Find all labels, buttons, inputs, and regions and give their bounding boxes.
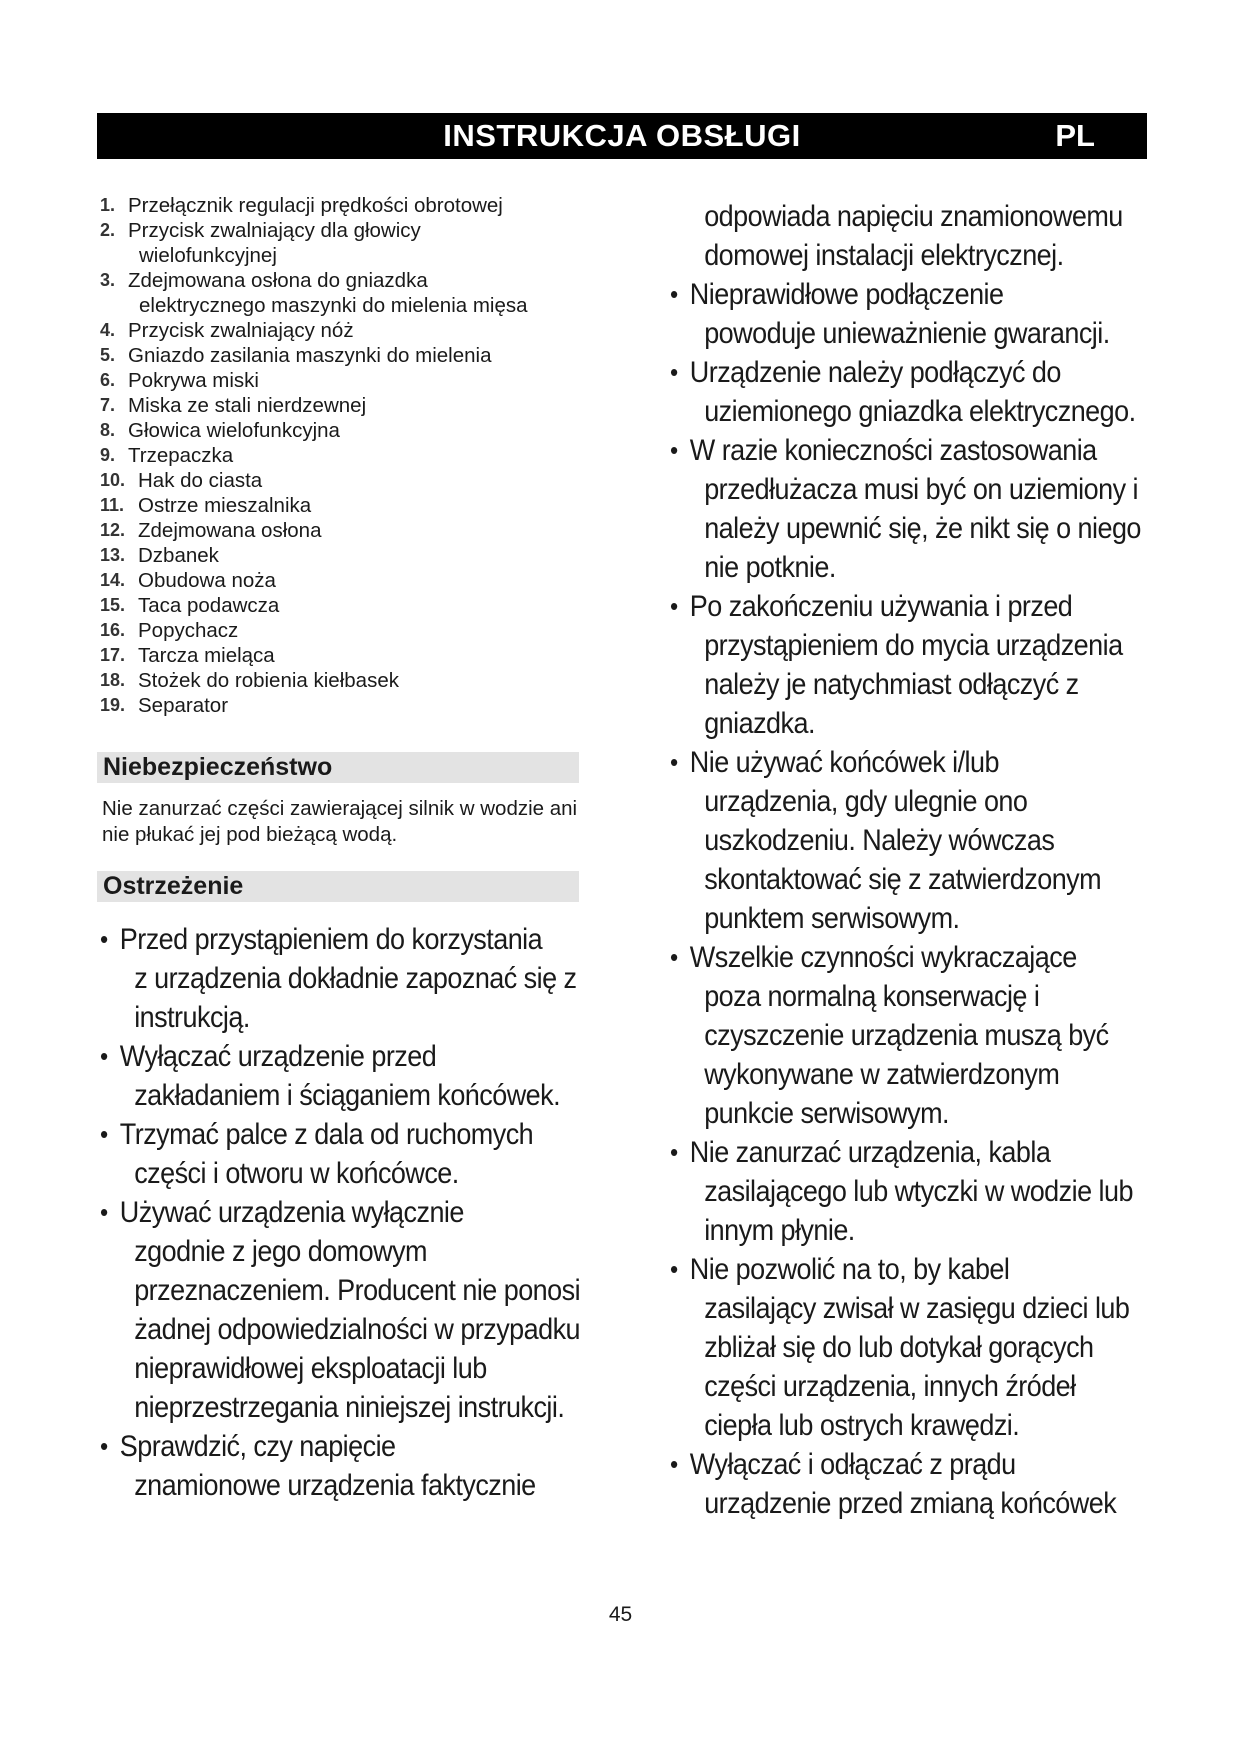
warning-item-continuation: zgodnie z jego domowym przeznaczeniem. Producent nie ponosi żadnej odpowiedzialności w przypadku nieprawidłowej eksploatacji lub nieprzestrzegania niniejszej instrukcji. [134, 1235, 581, 1424]
warning-item-continuation: uziemionego gniazdka elektrycznego. [704, 395, 1136, 428]
part-label [128, 418, 580, 443]
warning-item-text: • W razie konieczności zastosowania [689, 434, 1097, 467]
warning-item [670, 1250, 1147, 1445]
part-label [128, 318, 580, 343]
part-item [100, 543, 580, 568]
part-item [100, 268, 580, 318]
warning-item-text: • Przed przystąpieniem do korzystania [119, 923, 543, 956]
part-item [100, 468, 580, 493]
part-number: 18. [100, 670, 126, 690]
part-number: 17. [100, 645, 126, 665]
part-number: 4. [100, 320, 116, 340]
part-label [128, 393, 580, 418]
part-label [128, 368, 580, 393]
warning-item-text: • Wyłączać i odłączać z prądu [689, 1448, 1016, 1481]
part-label-text: Separator [138, 694, 229, 717]
part-label [128, 218, 580, 268]
part-item [100, 518, 580, 543]
warning-item [670, 431, 1147, 587]
warning-item [100, 1037, 586, 1115]
part-label [138, 568, 580, 593]
part-label-text: Ostrze mieszalnika [138, 494, 312, 517]
part-label [138, 493, 580, 518]
part-label-text: Tarcza mieląca [138, 644, 275, 667]
warning-item-continuation: zasilający zwisał w zasięgu dzieci lub zbliżał się do lub dotykał gorących części urządzenia, innych źródeł ciepła lub ostrych krawędzi. [704, 1292, 1130, 1442]
warning-item-text: • Nie używać końcówek i/lub [689, 746, 999, 779]
page-header [97, 113, 1147, 159]
part-number: 11. [100, 495, 125, 515]
warning-item-text: • Sprawdzić, czy napięcie [119, 1430, 396, 1463]
danger-heading: Niebezpieczeństwo [97, 752, 579, 783]
part-label [128, 268, 580, 318]
part-number: 9. [100, 445, 116, 465]
part-label-text: Przycisk zwalniający dla głowicy [128, 219, 421, 242]
warning-item-text: • Po zakończeniu używania i przed [689, 590, 1073, 623]
part-label-text: Stożek do robienia kiełbasek [138, 669, 399, 692]
part-item [100, 368, 580, 393]
warning-item-continuation: przedłużacza musi być on uziemiony i należy upewnić się, że nikt się o niego nie potknie. [704, 473, 1141, 584]
part-label [138, 468, 580, 493]
warning-item-continuation: powoduje unieważnienie gwarancji. [704, 317, 1110, 350]
part-label-text: Miska ze stali nierdzewnej [128, 394, 367, 417]
warning-item [100, 1193, 586, 1427]
part-item [100, 668, 580, 693]
part-number: 8. [100, 420, 116, 440]
part-number: 6. [100, 370, 116, 390]
part-label [138, 668, 580, 693]
warning-item [670, 587, 1147, 743]
warning-item-continuation: przystąpieniem do mycia urządzenia należy je natychmiast odłączyć z gniazdka. [704, 629, 1123, 740]
warning-item [670, 938, 1147, 1133]
warning-item [100, 1427, 586, 1505]
warning-item-continuation: części i otworu w końcówce. [134, 1157, 459, 1190]
part-label-text: Dzbanek [138, 544, 219, 567]
part-number: 1. [100, 195, 116, 215]
part-number: 12. [100, 520, 126, 540]
part-label-text: Przełącznik regulacji prędkości obrotowej [128, 194, 503, 217]
warning-item [670, 353, 1147, 431]
warning-item-text: • Trzymać palce z dala od ruchomych [119, 1118, 534, 1151]
part-item [100, 593, 580, 618]
warning-item [100, 1115, 586, 1193]
part-number: 13. [100, 545, 126, 565]
part-item [100, 193, 580, 218]
warning-item [670, 1133, 1147, 1250]
warning-item-continuation: zakładaniem i ściąganiem końcówek. [134, 1079, 561, 1112]
part-number: 15. [100, 595, 126, 615]
warning-item [670, 275, 1147, 353]
part-item [100, 568, 580, 593]
part-label [128, 443, 580, 468]
warning-item-text: • Wszelkie czynności wykraczające [689, 941, 1077, 974]
part-label-text: Obudowa noża [138, 569, 276, 592]
part-number: 7. [100, 395, 116, 415]
part-label-continuation: wielofunkcyjnej [139, 244, 277, 267]
warning-item [670, 1445, 1147, 1523]
part-item [100, 418, 580, 443]
parts-list [100, 193, 580, 718]
part-label [128, 193, 580, 218]
part-label-text: Głowica wielofunkcyjna [128, 419, 340, 442]
part-label [138, 643, 580, 668]
part-item [100, 618, 580, 643]
part-label [138, 593, 580, 618]
warning-item-continuation: urządzenia, gdy ulegnie ono uszkodzeniu. Należy wówczas skontaktować się z zatwierdzonym punktem serwisowym. [704, 785, 1102, 935]
part-label-text: Przycisk zwalniający nóż [128, 319, 354, 342]
part-label-text: Gniazdo zasilania maszynki do mielenia [128, 344, 492, 367]
part-item [100, 493, 580, 518]
warning-item-text: • Używać urządzenia wyłącznie [119, 1196, 464, 1229]
part-label-text: Pokrywa miski [128, 369, 259, 392]
page-title: INSTRUKCJA OBSŁUGI [443, 118, 801, 153]
part-item [100, 643, 580, 668]
part-label-text: Trzepaczka [128, 444, 234, 467]
part-item [100, 218, 580, 268]
language-code: PL [1055, 118, 1095, 153]
warning-heading: Ostrzeżenie [97, 871, 579, 902]
warning-list-left [100, 920, 586, 1505]
warning-item-continuation: znamionowe urządzenia faktycznie [134, 1469, 536, 1502]
part-label-text: Zdejmowana osłona [138, 519, 322, 542]
warning-item-text: • Nie zanurzać urządzenia, kabla [689, 1136, 1051, 1169]
part-item [100, 318, 580, 343]
part-label [138, 618, 580, 643]
warning-item-continuation: zasilającego lub wtyczki w wodzie lub innym płynie. [704, 1175, 1133, 1247]
part-item [100, 443, 580, 468]
part-label-continuation: elektrycznego maszynki do mielenia mięsa [139, 294, 528, 317]
part-number: 2. [100, 220, 116, 240]
part-number: 16. [100, 620, 126, 640]
part-label [138, 543, 580, 568]
part-label [128, 343, 580, 368]
part-number: 10. [100, 470, 126, 490]
warning-list-right [670, 275, 1147, 1523]
part-number: 5. [100, 345, 116, 365]
part-label-text: Popychacz [138, 619, 239, 642]
part-item [100, 693, 580, 718]
part-number: 3. [100, 270, 116, 290]
part-label-text: Zdejmowana osłona do gniazdka [128, 269, 428, 292]
part-item [100, 343, 580, 368]
warning-column-right [670, 197, 1200, 1523]
warning-item [670, 743, 1147, 938]
warning-item-text: • Nie pozwolić na to, by kabel [689, 1253, 1010, 1286]
warning-item-text: • Urządzenie należy podłączyć do [689, 356, 1061, 389]
warning-item [100, 920, 586, 1037]
page-number: 45 [608, 1603, 633, 1626]
part-number: 19. [100, 695, 126, 715]
danger-text: Nie zanurzać części zawierającej silnik w wodzie ani nie płukać jej pod bieżącą wodą. [102, 797, 578, 846]
part-label [138, 693, 580, 718]
part-item [100, 393, 580, 418]
warning-item-text: • Wyłączać urządzenie przed [119, 1040, 437, 1073]
warning-item-continuation: urządzenie przed zmianą końcówek [704, 1487, 1117, 1520]
warning-item-continuation: z urządzenia dokładnie zapoznać się z instrukcją. [134, 962, 577, 1034]
part-label [138, 518, 580, 543]
warning-continuation: odpowiada napięciu znamionowemu domowej instalacji elektrycznej. [704, 200, 1123, 272]
part-label-text: Taca podawcza [138, 594, 280, 617]
warning-item-text: • Nieprawidłowe podłączenie [689, 278, 1004, 311]
part-number: 14. [100, 570, 126, 590]
warning-item-continuation: poza normalną konserwację i czyszczenie urządzenia muszą być wykonywane w zatwierdzonym punkcie serwisowym. [704, 980, 1109, 1130]
part-label-text: Hak do ciasta [138, 469, 263, 492]
